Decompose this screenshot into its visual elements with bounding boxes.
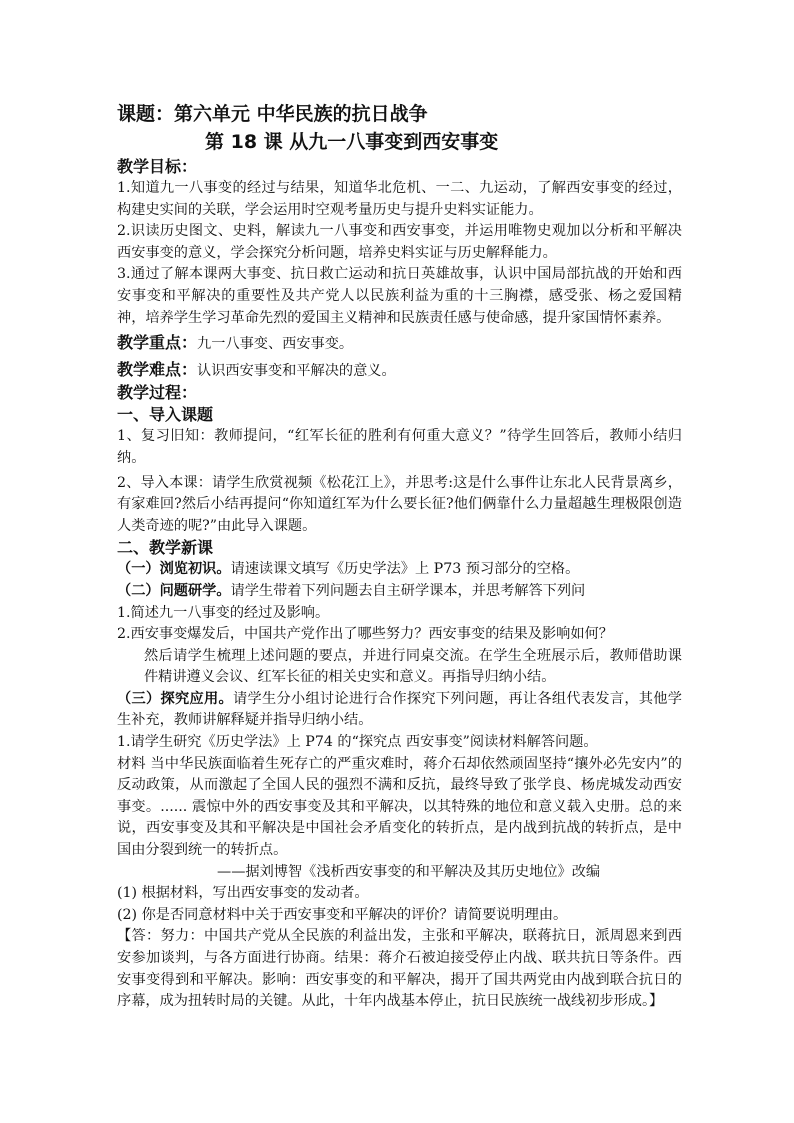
section1-heading: 一、导入课题 <box>117 405 214 425</box>
lesson-title: 第 18 课 从九一八事变到西安事变 <box>205 131 499 153</box>
difficult-point-text: 认识西安事变和平解决的意义。 <box>197 362 396 379</box>
key-point-text: 九一八事变、西安事变。 <box>197 336 354 353</box>
sub-question-1: (1) 根据材料，写出西安事变的发动者。 <box>117 885 369 902</box>
lesson-title-unit: 课题：第六单元 中华民族的抗日战争 <box>117 103 428 125</box>
objectives-heading: 教学目标： <box>117 157 198 176</box>
part3-label: （三）探究应用。 <box>117 690 233 707</box>
sub-question-2: (2) 你是否同意材料中关于西安事变和平解决的评价？请简要说明理由。 <box>117 906 568 923</box>
process-heading: 教学过程： <box>117 383 198 403</box>
difficult-point-label: 教学难点： <box>117 359 198 379</box>
difficult-point <box>117 359 682 383</box>
part3 <box>117 689 682 732</box>
objective-item-1: 1.知道九一八事变的经过与结果，知道华北危机、一二、九运动，了解西安事变的经过，构建史实间的关联，学会运用时空观考量历史与提升史料实证能力。 <box>117 180 682 218</box>
part2-label: （二）问题研学。 <box>117 582 231 599</box>
objective-item-3: 3.通过了解本课两大事变、抗日救亡运动和抗日英雄故事，认识中国局部抗战的开始和西安事变和平解决的重要性及共产党人以民族利益为重的十三胸襟，感受张、杨之爱国精神，培养学生学习革命先烈的爱国主义精神和民族责任感与使命感，提升家国情怀素养。 <box>117 266 682 326</box>
question-2-followup: 然后请学生梳理上述问题的要点，并进行同桌交流。在学生全班展示后，教师借助课件精讲遵义会议、红军长征的相关史实和意义。再指导归纳小结。 <box>143 647 682 686</box>
part3-text: 请学生分小组讨论进行合作探究下列问题，再让各组代表发言，其他学生补充，教师讲解释疑并指导归纳小结。 <box>117 690 682 729</box>
key-point-label: 教学重点： <box>117 333 198 353</box>
document-page <box>117 100 682 1013</box>
key-point <box>117 332 682 356</box>
question-2: 2.西安事变爆发后，中国共产党作出了哪些努力？西安事变的结果及影响如何？ <box>117 626 613 643</box>
section2-heading: 二、教学新课 <box>117 538 214 558</box>
objective-item-2: 2.识读历史图文、史料，解读九一八事变和西安事变，并运用唯物史观加以分析和平解决西安事变的意义，学会探究分析问题，培养史料实证与历史解释能力。 <box>117 223 682 261</box>
part1 <box>117 559 682 581</box>
section1-intro: 2、导入本课：请学生欣赏视频《松花江上》，并思考:这是什么事件让东北人民背景离乡，有家难回?然后小结再提问“你知道红军为什么要长征?他们俩靠什么力量超越生理极限创造人类奇迹的呢?”由此导入课题。 <box>117 474 682 534</box>
material-text: 材料 当中华民族面临着生死存亡的严重灾难时，蒋介石却依然顽固坚持“攘外必先安内”的反动政策，从而激起了全国人民的强烈不满和反抗，最终导致了张学良、杨虎城发动西安事变。...... 震惊中外的西安事变及其和平解决，以其特殊的地位和意义载入史册。总的来说，西安事变及其和平解决是中国社会矛盾变化的转折点，是内战到抗战的转折点，是中国由分裂到统一的转折点。 <box>117 755 682 859</box>
part2-text: 请学生带着下列问题去自主研学课本，并思考解答下列问 <box>230 582 586 599</box>
activity-1: 1.请学生研究《历史学法》上 P74 的“探究点 西安事变”阅读材料解答问题。 <box>117 734 598 751</box>
part2 <box>117 581 682 603</box>
material-source: ——据刘博智《浅析西安事变的和平解决及其历史地位》改编 <box>217 863 601 880</box>
part1-text: 请速读课文填写《历史学法》上 P73 预习部分的空格。 <box>230 561 580 578</box>
part1-label: （一）浏览初识。 <box>117 561 231 578</box>
question-1: 1.简述九一八事变的经过及影响。 <box>117 604 330 621</box>
answer-text: 【答：努力：中国共产党从全民族的利益出发，主张和平解决，联蒋抗日，派周恩来到西安参加谈判，与各方面进行协商。结果：蒋介石被迫接受停止内战、联共抗日等条件。西安事变得到和平解决。影响：西安事变的和平解决，揭开了国共两党由内战到联合抗日的序幕，成为扭转时局的关键。从此，十年内战基本停止，抗日民族统一战线初步形成。】 <box>117 928 682 1010</box>
section1-review: 1、复习旧知：教师提问，“红军长征的胜利有何重大意义？”待学生回答后，教师小结归纳。 <box>117 428 682 466</box>
